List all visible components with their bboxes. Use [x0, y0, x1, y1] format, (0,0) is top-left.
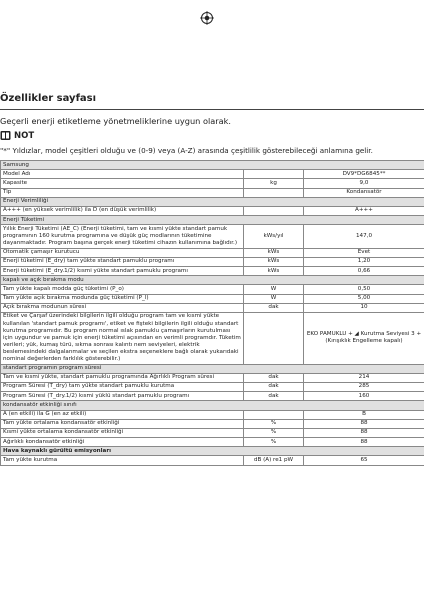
spec-row — [1, 188, 424, 197]
spec-value: B — [304, 410, 424, 419]
spec-row — [1, 170, 424, 179]
section-header-row — [1, 364, 424, 373]
spec-unit: kWs — [244, 257, 304, 266]
spec-row — [1, 248, 424, 257]
spec-value: 10 — [304, 303, 424, 312]
spec-value: EKO PAMUKLU + ◢ Kurutma Seviyesi 3 + (Kırışıklık Engelleme kapalı) — [304, 312, 424, 364]
spec-unit: dak — [244, 382, 304, 391]
spec-unit: dak — [244, 303, 304, 312]
spec-value: 9,0 — [304, 179, 424, 188]
spec-row — [1, 428, 424, 437]
spec-label: Program Süresi (T_dry.1/2) kısmi yüklü standart pamuklu programı — [1, 392, 244, 401]
spec-unit: dak — [244, 373, 304, 382]
spec-unit: kg — [244, 179, 304, 188]
section-label: Samsung — [1, 161, 424, 170]
spec-value: 0,50 — [304, 285, 424, 294]
spec-row — [1, 419, 424, 428]
spec-row — [1, 410, 424, 419]
spec-value: A+++ — [304, 206, 424, 215]
spec-unit: dak — [244, 392, 304, 401]
spec-label: Ağırlıklı kondansatör etkinliği — [1, 438, 244, 447]
spec-label: Açık bırakma modunun süresi — [1, 303, 244, 312]
spec-label: Tam ve kısmi yükte, standart pamuklu programında Ağırlıklı Program süresi — [1, 373, 244, 382]
spec-unit: % — [244, 438, 304, 447]
spec-unit — [244, 312, 304, 364]
section-label: Enerji Verimliliği — [1, 197, 424, 206]
spec-row — [1, 285, 424, 294]
spec-value: 65 — [304, 456, 424, 465]
spec-label: Yıllık Enerji Tüketimi (AE_C) (Enerji tüketimi, tam ve kısmi yükte standart pamuk programının 160 kurutma programına ve düşük güç modlarının tüketimine dayanmaktadır. Program başına gerçek enerji tüketimi cihazın kullanımına bağlıdır.) — [1, 225, 244, 248]
section-label: kapalı ve açık bırakma modu — [1, 276, 424, 285]
spec-value: 147,0 — [304, 225, 424, 248]
spec-value: 5,00 — [304, 294, 424, 303]
section-label: Hava kaynaklı gürültü emisyonları — [1, 447, 424, 456]
spec-value: 88 — [304, 438, 424, 447]
spec-value: 285 — [304, 382, 424, 391]
spec-unit: W — [244, 294, 304, 303]
note-heading — [0, 130, 34, 141]
spec-label: A+++ (en yüksek verimlilik) ila D (en düşük verimlilik) — [1, 206, 244, 215]
spec-label: Otomatik çamaşır kurutucu — [1, 248, 244, 257]
page-subtitle: Geçerli enerji etiketleme yönetmeliklerine uygun olarak. — [0, 116, 231, 126]
note-text: "*" Yıldızlar, model çeşitleri olduğu ve (0-9) veya (A-Z) arasında çeşitlilik gösterebileceği anlamına gelir. — [0, 146, 373, 155]
section-header-row — [1, 401, 424, 410]
note-book-icon — [0, 130, 11, 141]
spec-unit — [244, 170, 304, 179]
note-label: NOT — [14, 130, 35, 141]
spec-value: 214 — [304, 373, 424, 382]
spec-unit: kWs — [244, 266, 304, 275]
spec-value: 88 — [304, 419, 424, 428]
spec-unit — [244, 206, 304, 215]
spec-row — [1, 456, 424, 465]
spec-row — [1, 294, 424, 303]
spec-row — [1, 382, 424, 391]
spec-row — [1, 312, 424, 364]
spec-label: Tip — [1, 188, 244, 197]
spec-row — [1, 257, 424, 266]
spec-value: 1,20 — [304, 257, 424, 266]
spec-label: Kapasite — [1, 179, 244, 188]
spec-label: Tam yükte kapalı modda güç tüketimi (P_o) — [1, 285, 244, 294]
spec-label: Tam yükte açık bırakma modunda güç tüketimi (P_l) — [1, 294, 244, 303]
section-label: kondansatör etkinliği sınıfı — [1, 401, 424, 410]
spec-value: 0,66 — [304, 266, 424, 275]
spec-unit: dB (A) re1 pW — [244, 456, 304, 465]
section-header-row — [1, 447, 424, 456]
spec-unit — [244, 410, 304, 419]
title-divider — [0, 109, 424, 110]
section-header-row — [1, 161, 424, 170]
spec-label: Program Süresi (T_dry) tam yükte standart pamuklu kurutma — [1, 382, 244, 391]
section-label: standart programın program süresi — [1, 364, 424, 373]
spec-row — [1, 266, 424, 275]
spec-value: Evet — [304, 248, 424, 257]
spec-label: Etiket ve Çarşaf üzerindeki bilgilerin ilgili olduğu program tam ve kısmi yükte kullanılan 'standart pamuk programı', etiket ve fişteki bilgilerin ilgili olduğu standart kurutma programıdır. Bu program normal ıslak pamuklu çamaşırların kurutulması için uygundur ve pamuk için enerji tüketimi açısından en verimli programdır. Tüketim verileri; yük, kumaş türü, sıkma sonrası kalıntı nem seviyeleri, elektrik beslemesindeki dalgalanmalar ve seçilen ekstra seçeneklere bağlı olarak yukarıdaki nominal değerlerden farklılık gösterebilir.) — [1, 312, 244, 364]
spec-value: 160 — [304, 392, 424, 401]
spec-label: Enerji tüketimi (E_dry.1/2) kısmi yükte standart pamuklu programı — [1, 266, 244, 275]
spec-label: Kısmi yükte ortalama kondansatör etkinliği — [1, 428, 244, 437]
spec-unit: W — [244, 285, 304, 294]
crosshair-circle-icon — [200, 11, 214, 25]
spec-value: DV9*DG6845** — [304, 170, 424, 179]
section-label: Enerji Tüketimi — [1, 216, 424, 225]
spec-unit: % — [244, 419, 304, 428]
spec-unit: % — [244, 428, 304, 437]
spec-row — [1, 392, 424, 401]
spec-label: A (en etkili) ila G (en az etkili) — [1, 410, 244, 419]
spec-value: 88 — [304, 428, 424, 437]
spec-row — [1, 303, 424, 312]
spec-label: Tam yükte ortalama kondansatör etkinliği — [1, 419, 244, 428]
spec-unit: kWs — [244, 248, 304, 257]
spec-row — [1, 373, 424, 382]
spec-row — [1, 225, 424, 248]
spec-unit — [244, 188, 304, 197]
spec-label: Tam yükte kurutma — [1, 456, 244, 465]
spec-label: Enerji tüketimi (E_dry) tam yükte standart pamuklu programı — [1, 257, 244, 266]
page-title: Özellikler sayfası — [0, 93, 97, 104]
spec-row — [1, 206, 424, 215]
spec-label: Model Adı — [1, 170, 244, 179]
spec-unit: kWs/yıl — [244, 225, 304, 248]
spec-value: Kondansatör — [304, 188, 424, 197]
spec-table — [0, 160, 424, 466]
section-header-row — [1, 197, 424, 206]
spec-row — [1, 438, 424, 447]
section-header-row — [1, 276, 424, 285]
section-header-row — [1, 216, 424, 225]
spec-row — [1, 179, 424, 188]
